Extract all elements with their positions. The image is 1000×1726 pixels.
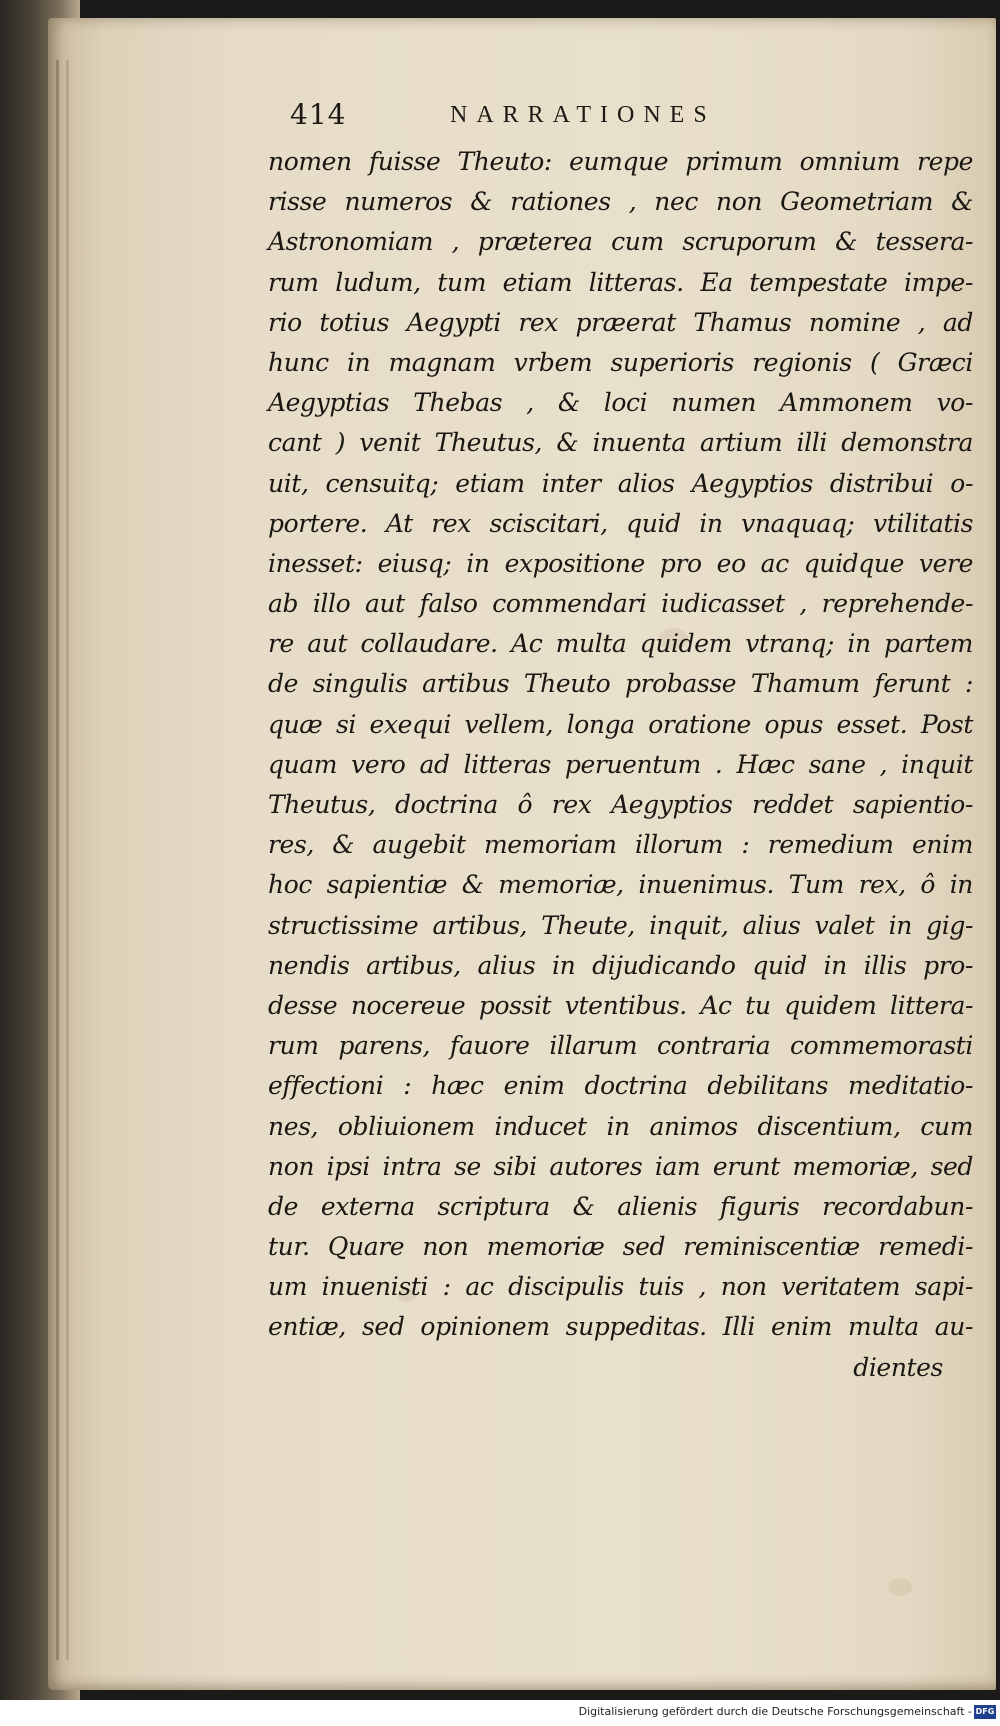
page-header	[290, 98, 890, 134]
text-line: non ipsi intra se sibi autores iam erunt memoriæ, sed	[268, 1151, 973, 1181]
text-line: structissime artibus, Theute, inquit, alius valet in gig-	[268, 910, 973, 940]
text-line: nomen fuisse Theuto: eumque primum omnium repe	[268, 147, 973, 176]
text-line: rum parens, fauore illarum contraria commemorasti	[268, 1031, 973, 1061]
text-line: res, & augebit memoriam illorum : remedium enim	[268, 830, 973, 860]
text-line: re aut collaudare. Ac multa quidem vtranq; in partem	[268, 629, 973, 659]
text-line: tur. Quare non memoriæ sed reminiscentiæ remedi-	[268, 1232, 973, 1262]
text-line: Astronomiam , præterea cum scruporum & tessera-	[268, 227, 973, 257]
text-line: hunc in magnam vrbem superioris regionis ( Græci	[268, 347, 973, 377]
text-line: portere. At rex sciscitari, quid in vnaquaq; vtilitatis	[268, 508, 973, 538]
digitization-credit: Digitalisierung gefördert durch die Deutsche Forschungsgemeinschaft -	[578, 1705, 972, 1718]
dfg-logo: DFG	[974, 1705, 996, 1719]
text-line: de externa scriptura & alienis figuris recordabun-	[268, 1191, 973, 1221]
text-line: hoc sapientiæ & memoriæ, inuenimus. Tum rex, ô in	[268, 870, 973, 900]
text-line: entiæ, sed opinionem suppeditas. Illi enim multa au-	[268, 1312, 973, 1342]
text-line: effectioni : hæc enim doctrina debilitans meditatio-	[268, 1071, 973, 1101]
text-line: cant ) venit Theutus, & inuenta artium illi demonstra	[268, 428, 973, 458]
text-line: de singulis artibus Theuto probasse Thamum ferunt :	[268, 669, 973, 699]
text-line: uit, censuitq; etiam inter alios Aegyptios distribui o-	[268, 468, 973, 498]
text-line: rum ludum, tum etiam litteras. Ea tempestate impe-	[268, 267, 973, 297]
page-edge-line	[56, 60, 59, 1660]
text-line: dientes	[853, 1352, 943, 1382]
page-edge-line	[66, 60, 69, 1660]
text-line: inesset: eiusq; in expositione pro eo ac quidque vere	[268, 548, 973, 578]
text-line: nes, obliuionem inducet in animos discentium, cum	[268, 1111, 973, 1141]
text-line: nendis artibus, alius in dijudicando quid in illis pro-	[268, 950, 973, 980]
text-line: Aegyptias Thebas , & loci numen Ammonem vo-	[268, 388, 973, 418]
text-line: quam vero ad litteras peruentum . Hæc sane , inquit	[268, 749, 973, 779]
running-head: NARRATIONES	[450, 102, 716, 128]
footer-bar	[0, 1700, 1000, 1726]
text-line: desse nocereue possit vtentibus. Ac tu quidem littera-	[268, 990, 973, 1020]
paper-stain	[888, 1578, 912, 1596]
page-number: 414	[290, 98, 347, 131]
text-line: quæ si exequi vellem, longa oratione opus esset. Post	[268, 709, 973, 739]
text-line: ab illo aut falso commendari iudicasset , reprehende-	[268, 589, 973, 619]
body-text-block	[268, 142, 973, 1388]
text-line: um inuenisti : ac discipulis tuis , non veritatem sapi-	[268, 1272, 973, 1302]
text-line: rio totius Aegypti rex præerat Thamus nomine , ad	[268, 307, 973, 337]
text-line: Theutus, doctrina ô rex Aegyptios reddet sapientio-	[268, 790, 973, 819]
text-line: risse numeros & rationes , nec non Geometriam &	[268, 187, 973, 217]
